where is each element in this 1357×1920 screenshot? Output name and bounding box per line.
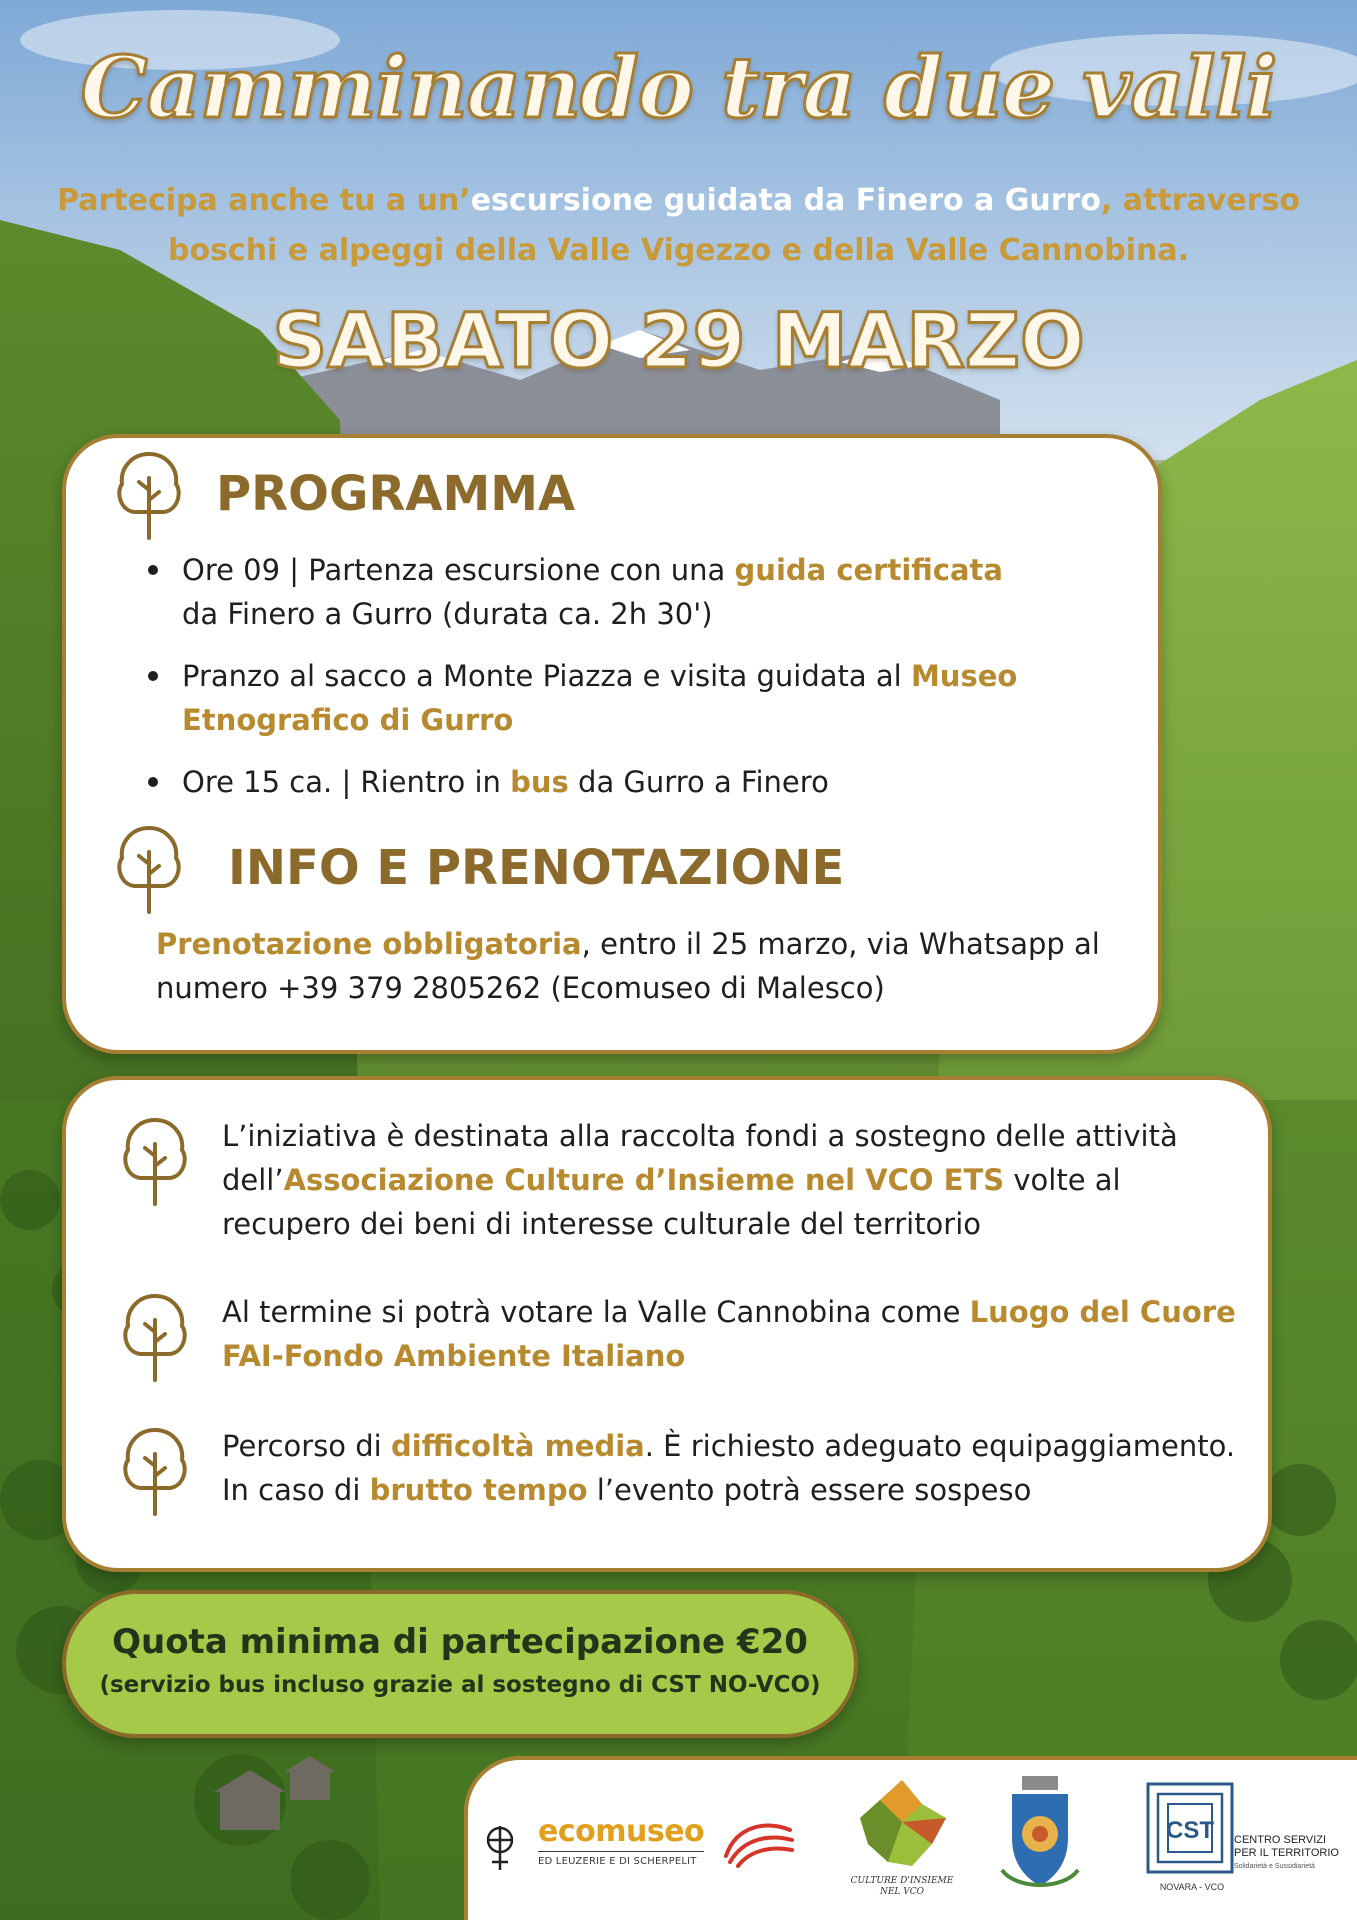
note-text: Al termine si potrà votare la Valle Cannobina come Luogo del Cuore FAI-Fondo Ambiente Italiano: [222, 1295, 1236, 1373]
ecomuseo-sub: ED LEUZERIE E DI SCHERPELIT: [538, 1851, 704, 1867]
program-item: Ore 15 ca. | Rientro in bus da Gurro a Finero: [140, 760, 1040, 804]
tree-icon: [112, 448, 186, 540]
event-date: SABATO 29 MARZO: [272, 296, 1085, 385]
quota-badge: [62, 1590, 858, 1738]
ecomuseo-logo: [538, 1814, 704, 1867]
ecomuseo-emblem-icon: [478, 1822, 522, 1872]
quota-main: Quota minima di partecipazione €20: [112, 1622, 808, 1662]
subtitle-part1: Partecipa anche tu a un’: [57, 183, 471, 218]
tree-icon: [118, 1424, 192, 1516]
culture-map-icon: [842, 1774, 962, 1874]
subtitle-part2: escursione guidata da Finero a Gurro: [470, 183, 1101, 218]
subtitle-part3: , attraverso: [1100, 183, 1300, 218]
program-item: Ore 09 | Partenza escursione con una guida certificata da Finero a Gurro (durata ca. 2h 30'): [140, 548, 1040, 636]
cst-logo-icon: [1144, 1780, 1236, 1876]
program-item: Pranzo al sacco a Monte Piazza e visita guidata al Museo Etnografico di Gurro: [140, 654, 1040, 742]
ecomuseo-word: ecomuseo: [538, 1814, 705, 1849]
event-title: Camminando tra due valli: [80, 38, 1277, 137]
partner-logos: [464, 1756, 1357, 1920]
info-title: INFO E PRENOTAZIONE: [228, 840, 845, 896]
culture-logo-text: CULTURE D'INSIEME NEL VCO: [850, 1876, 954, 1897]
note-fundraising: [118, 1114, 1252, 1246]
info-heading: [112, 822, 844, 914]
programma-title: PROGRAMMA: [216, 466, 576, 522]
tree-icon: [118, 1290, 192, 1382]
program-list: [140, 548, 1040, 822]
quota-sub: (servizio bus incluso grazie al sostegno di CST NO-VCO): [99, 1672, 821, 1698]
tree-icon: [112, 822, 186, 914]
cst-mark: CST: [1166, 1817, 1214, 1844]
info-text: Prenotazione obbligatoria, entro il 25 marzo, via Whatsapp al numero +39 379 2805262 (Ecomuseo di Malesco): [156, 927, 1100, 1005]
subtitle-line2: boschi e alpeggi della Valle Vigezzo e della Valle Cannobina.: [167, 233, 1190, 268]
hand-logo-icon: [718, 1816, 798, 1872]
cst-bottom-text: NOVARA - VCO: [1159, 1882, 1225, 1892]
tree-icon: [118, 1114, 192, 1206]
municipal-crest-icon: [992, 1774, 1088, 1902]
note-difficulty: [118, 1424, 1252, 1516]
note-text: Percorso di difficoltà media. È richiesto adeguato equipaggiamento. In caso di brutto tempo l’evento potrà essere sospeso: [222, 1429, 1236, 1507]
event-subtitle: [0, 176, 1357, 276]
cst-logo-text: CENTRO SERVIZI PER IL TERRITORIO Solidarietà e Sussidiarietà: [1234, 1834, 1339, 1870]
note-text: L’iniziativa è destinata alla raccolta fondi a sostegno delle attività dell’Associazione Culture d’Insieme nel VCO ETS volte al recupero dei beni di interesse culturale del territorio: [222, 1119, 1178, 1241]
programma-heading: [112, 448, 575, 540]
note-fai: [118, 1290, 1252, 1382]
